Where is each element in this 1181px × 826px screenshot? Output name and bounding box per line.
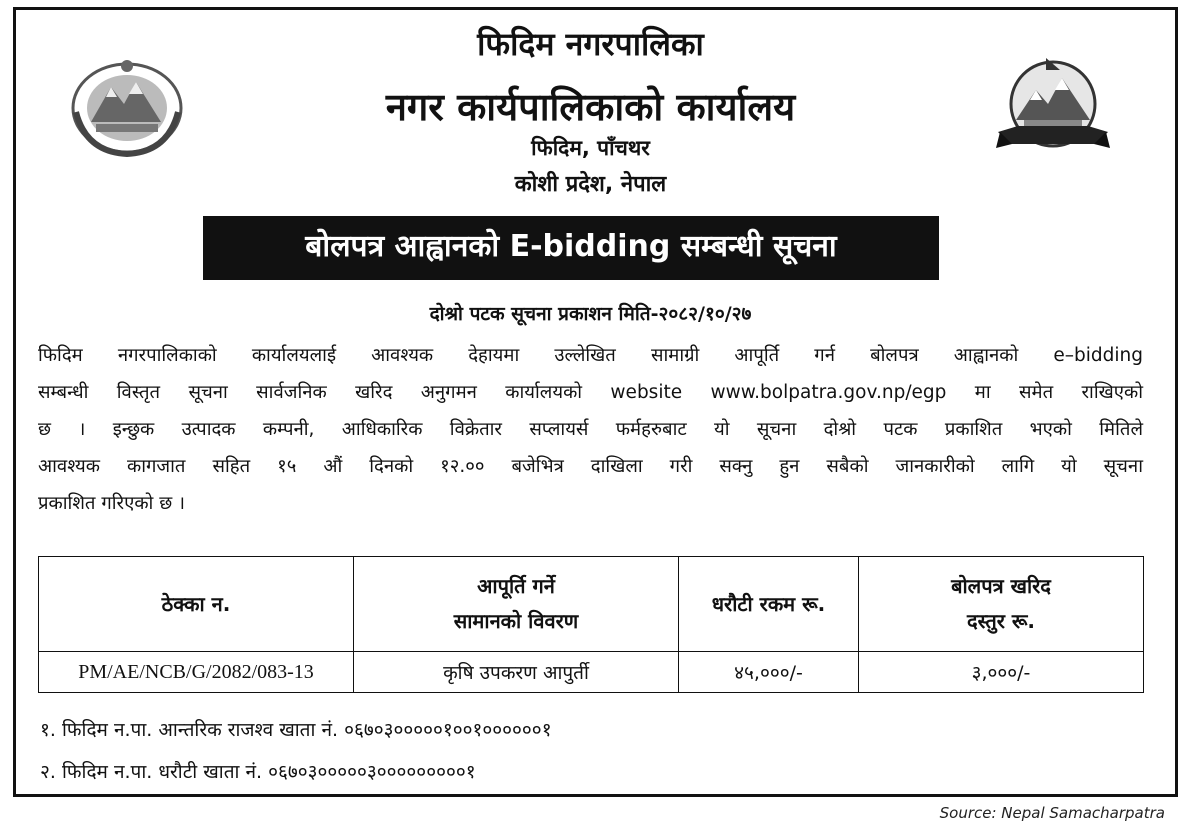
cell-bid-fee: ३,०००/- bbox=[859, 652, 1144, 693]
revenue-account-line: १. फिदिम न.पा. आन्तरिक राजश्व खाता नं. ०६७०३०००००१००१००००००१ bbox=[40, 719, 552, 741]
municipality-name: फिदिम नगरपालिका bbox=[477, 25, 704, 63]
source-credit: Source: Nepal Samacharpatra bbox=[939, 804, 1165, 822]
paragraph-line: सम्बन्धी विस्तृत सूचना सार्वजनिक खरिद अनुगमन कार्यालयको website www.bolpatra.gov.np/egp मा समेत राखिएको bbox=[38, 382, 1143, 403]
province-country: कोशी प्रदेश, नेपाल bbox=[514, 172, 667, 197]
paragraph-line: फिदिम नगरपालिकाको कार्यालयलाई आवश्यक देहायमा उल्लेखित सामाग्री आपूर्ति गर्न बोलपत्र आह्वानको e–bidding bbox=[38, 345, 1143, 366]
office-name: नगर कार्यपालिकाको कार्यालय bbox=[385, 85, 796, 129]
table-header-row bbox=[39, 557, 1144, 652]
tender-table bbox=[38, 556, 1144, 693]
header-deposit-amount: धरौटी रकम रू. bbox=[679, 557, 859, 652]
cell-item-description: कृषि उपकरण आपुर्ती bbox=[354, 652, 679, 693]
paragraph-line: आवश्यक कागजात सहित १५ औं दिनको १२.०० बजेभित्र दाखिला गरी सक्नु हुन सबैको जानकारीको लागि यो सूचना bbox=[38, 456, 1143, 477]
header-bid-fee: बोलपत्र खरिद दस्तुर रू. bbox=[859, 557, 1144, 652]
table-row bbox=[39, 652, 1144, 693]
notice-title: बोलपत्र आह्वानको E-bidding सम्बन्धी सूचना bbox=[203, 216, 939, 280]
notice-paragraph bbox=[38, 337, 1143, 522]
cell-deposit-amount: ४५,०००/- bbox=[679, 652, 859, 693]
header-item-description: आपूर्ति गर्ने सामानको विवरण bbox=[354, 557, 679, 652]
publication-date: दोश्रो पटक सूचना प्रकाशन मिति-२०८२/१०/२७ bbox=[429, 303, 752, 325]
office-location: फिदिम, पाँचथर bbox=[531, 136, 650, 160]
deposit-account-line: २. फिदिम न.पा. धरौटी खाता नं. ०६७०३०००००३०००००००००१ bbox=[40, 761, 476, 783]
header-contract-no: ठेक्का न. bbox=[39, 557, 354, 652]
paragraph-line: छ । इन्छुक उत्पादक कम्पनी, आधिकारिक विक्रेतार सप्लायर्स फर्महरुबाट यो सूचना दोश्रो पटक प्रकाशित भएको मितिले bbox=[38, 419, 1143, 440]
paragraph-line: प्रकाशित गरिएको छ । bbox=[38, 493, 186, 514]
cell-contract-no: PM/AE/NCB/G/2082/083-13 bbox=[39, 652, 354, 693]
